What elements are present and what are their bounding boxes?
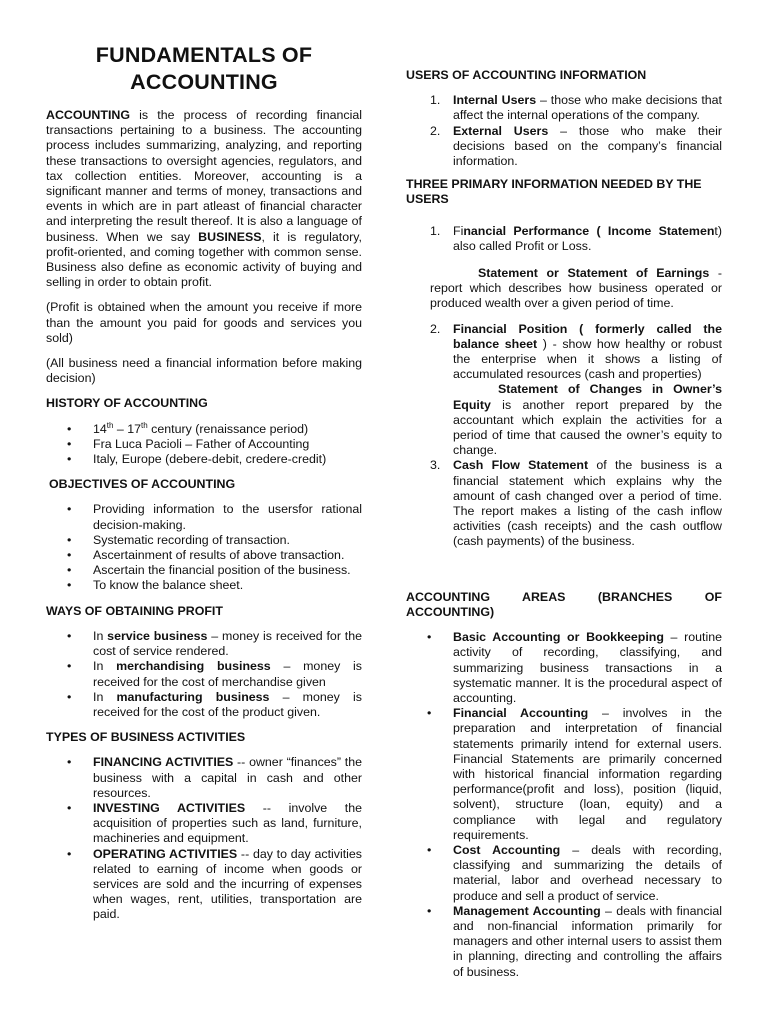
intro-text-1: is the process of recording financial transactions pertaining to a business. The accounting process includes summarizing, analyzing, and reporting these transactions to oversight agencies, regulators, and tax collection entities. Moreover, accounting is a significant manner and terms of money, transactions and events in which are in part atleast of financial character and interpreting the result thereof. It is also a language of business. When we say bbox=[46, 108, 362, 244]
objectives-list bbox=[46, 502, 362, 593]
history-list bbox=[46, 422, 362, 468]
profit-list bbox=[46, 629, 362, 720]
primary-info-heading: THREE PRIMARY INFORMATION NEEDED BY THE USERS bbox=[406, 177, 702, 207]
right-column bbox=[406, 0, 722, 980]
business-term: BUSINESS bbox=[198, 229, 262, 244]
objectives-heading: OBJECTIVES OF ACCOUNTING bbox=[49, 477, 236, 492]
list-item: • To know the balance sheet. bbox=[46, 578, 362, 593]
list-item: • In manufacturing business – money is received for the cost of the product given. bbox=[46, 690, 362, 720]
list-item: • FINANCING ACTIVITIES -- owner “finances” the business with a capital in cash and other resources. bbox=[46, 755, 362, 801]
list-item: 1. Financial Performance ( Income Statement) also called Profit or Loss. bbox=[430, 223, 722, 253]
intro-text-2: , it is regulatory, profit-oriented, and coming together with common sense. Business also define as economic activity of buying and selling in order to obtain profit. bbox=[46, 229, 362, 290]
list-item: • 14th – 17th century (renaissance period) bbox=[46, 422, 362, 437]
profit-heading: WAYS OF OBTAINING PROFIT bbox=[46, 603, 223, 618]
list-item: • Fra Luca Pacioli – Father of Accounting bbox=[46, 437, 362, 452]
list-item: 3. Cash Flow Statement of the business is a financial statement which explains why the amount of cash changed over a period of time. The report makes a listing of the cash inflow activities (cash receipts) and the cash outflow (cash payments) of the business. bbox=[430, 458, 722, 549]
profit-note: (Profit is obtained when the amount you receive if more than the amount you paid for goods and services you sold) bbox=[46, 300, 362, 345]
decision-note: (All business need a financial information before making decision) bbox=[46, 356, 362, 386]
primary-info-list-cont bbox=[406, 322, 722, 550]
title-line-1: FUNDAMENTALS OF bbox=[95, 43, 313, 67]
list-item: • Systematic recording of transaction. bbox=[46, 533, 362, 548]
accounting-term: ACCOUNTING bbox=[46, 108, 130, 122]
activities-list bbox=[46, 755, 362, 922]
list-item: • Basic Accounting or Bookkeeping – routine activity of recording, classifying, and summarizing business transactions in a systematic manner. It is the procedural aspect of accounting. bbox=[406, 630, 722, 706]
list-item: • INVESTING ACTIVITIES -- involve the acquisition of properties such as land, furniture, machineries and equipment. bbox=[46, 801, 362, 847]
list-item: 2. External Users – those who make their decisions based on the company’s financial information. bbox=[430, 123, 722, 169]
list-item: • Italy, Europe (debere-debit, credere-credit) bbox=[46, 452, 362, 467]
primary-info-list bbox=[406, 224, 722, 254]
areas-heading: ACCOUNTING AREAS (BRANCHES OF ACCOUNTING) bbox=[406, 589, 722, 619]
list-item: • Providing information to the usersfor rational decision-making. bbox=[46, 502, 362, 532]
list-item: • Management Accounting – deals with financial and non-financial information primarily for managers and other internal users to assist them in planning, directing and controlling the affairs of business. bbox=[406, 904, 722, 980]
left-column bbox=[46, 0, 362, 923]
list-item: • Ascertainment of results of above transaction. bbox=[46, 548, 362, 563]
list-item: • In merchandising business – money is received for the cost of merchandise given bbox=[46, 659, 362, 689]
history-heading: HISTORY OF ACCOUNTING bbox=[46, 396, 208, 411]
list-item: 2. Financial Position ( formerly called the balance sheet ) - show how healthy or robust the enterprise when it shows a listing of accumulated resources (cash and properties) Statement of Changes in Owner’s Equity is another report prepared by the accountant which explain the activities for a period of time that caused the owner’s equity to change. bbox=[430, 321, 722, 458]
title-line-2: ACCOUNTING bbox=[130, 70, 278, 94]
list-item: • Cost Accounting – deals with recording, classifying and summarizing the details of material, labor and overhead necessary to produce and sell a product of service. bbox=[406, 843, 722, 904]
intro-paragraph bbox=[46, 108, 362, 290]
list-item: 1. Internal Users – those who make decisions that affect the internal operations of the company. bbox=[430, 93, 722, 123]
page-title bbox=[46, 42, 362, 96]
activities-heading: TYPES OF BUSINESS ACTIVITIES bbox=[46, 730, 246, 745]
list-item: • OPERATING ACTIVITIES -- day to day activities related to earning of income when goods or services are sold and the incurring of expenses when wages, rent, utilities, transportation are paid. bbox=[46, 847, 362, 923]
users-list bbox=[406, 93, 722, 169]
areas-list bbox=[406, 630, 722, 980]
users-heading: USERS OF ACCOUNTING INFORMATION bbox=[406, 68, 647, 82]
list-item: • Financial Accounting – involves in the preparation and interpretation of financial statements primarily intend for external users. Financial Statements are primarily concerned with historical financial information regarding performance(profit and loss), position (liquid, solvent), structure (loan, equity) and a compliance with legal and regulatory requirements. bbox=[406, 706, 722, 843]
list-item: • In service business – money is received for the cost of service rendered. bbox=[46, 629, 362, 659]
list-item: • Ascertain the financial position of the business. bbox=[46, 563, 362, 578]
earnings-statement-paragraph: Statement or Statement of Earnings - report which describes how business operated or produced wealth over a given period of time. bbox=[430, 266, 722, 311]
